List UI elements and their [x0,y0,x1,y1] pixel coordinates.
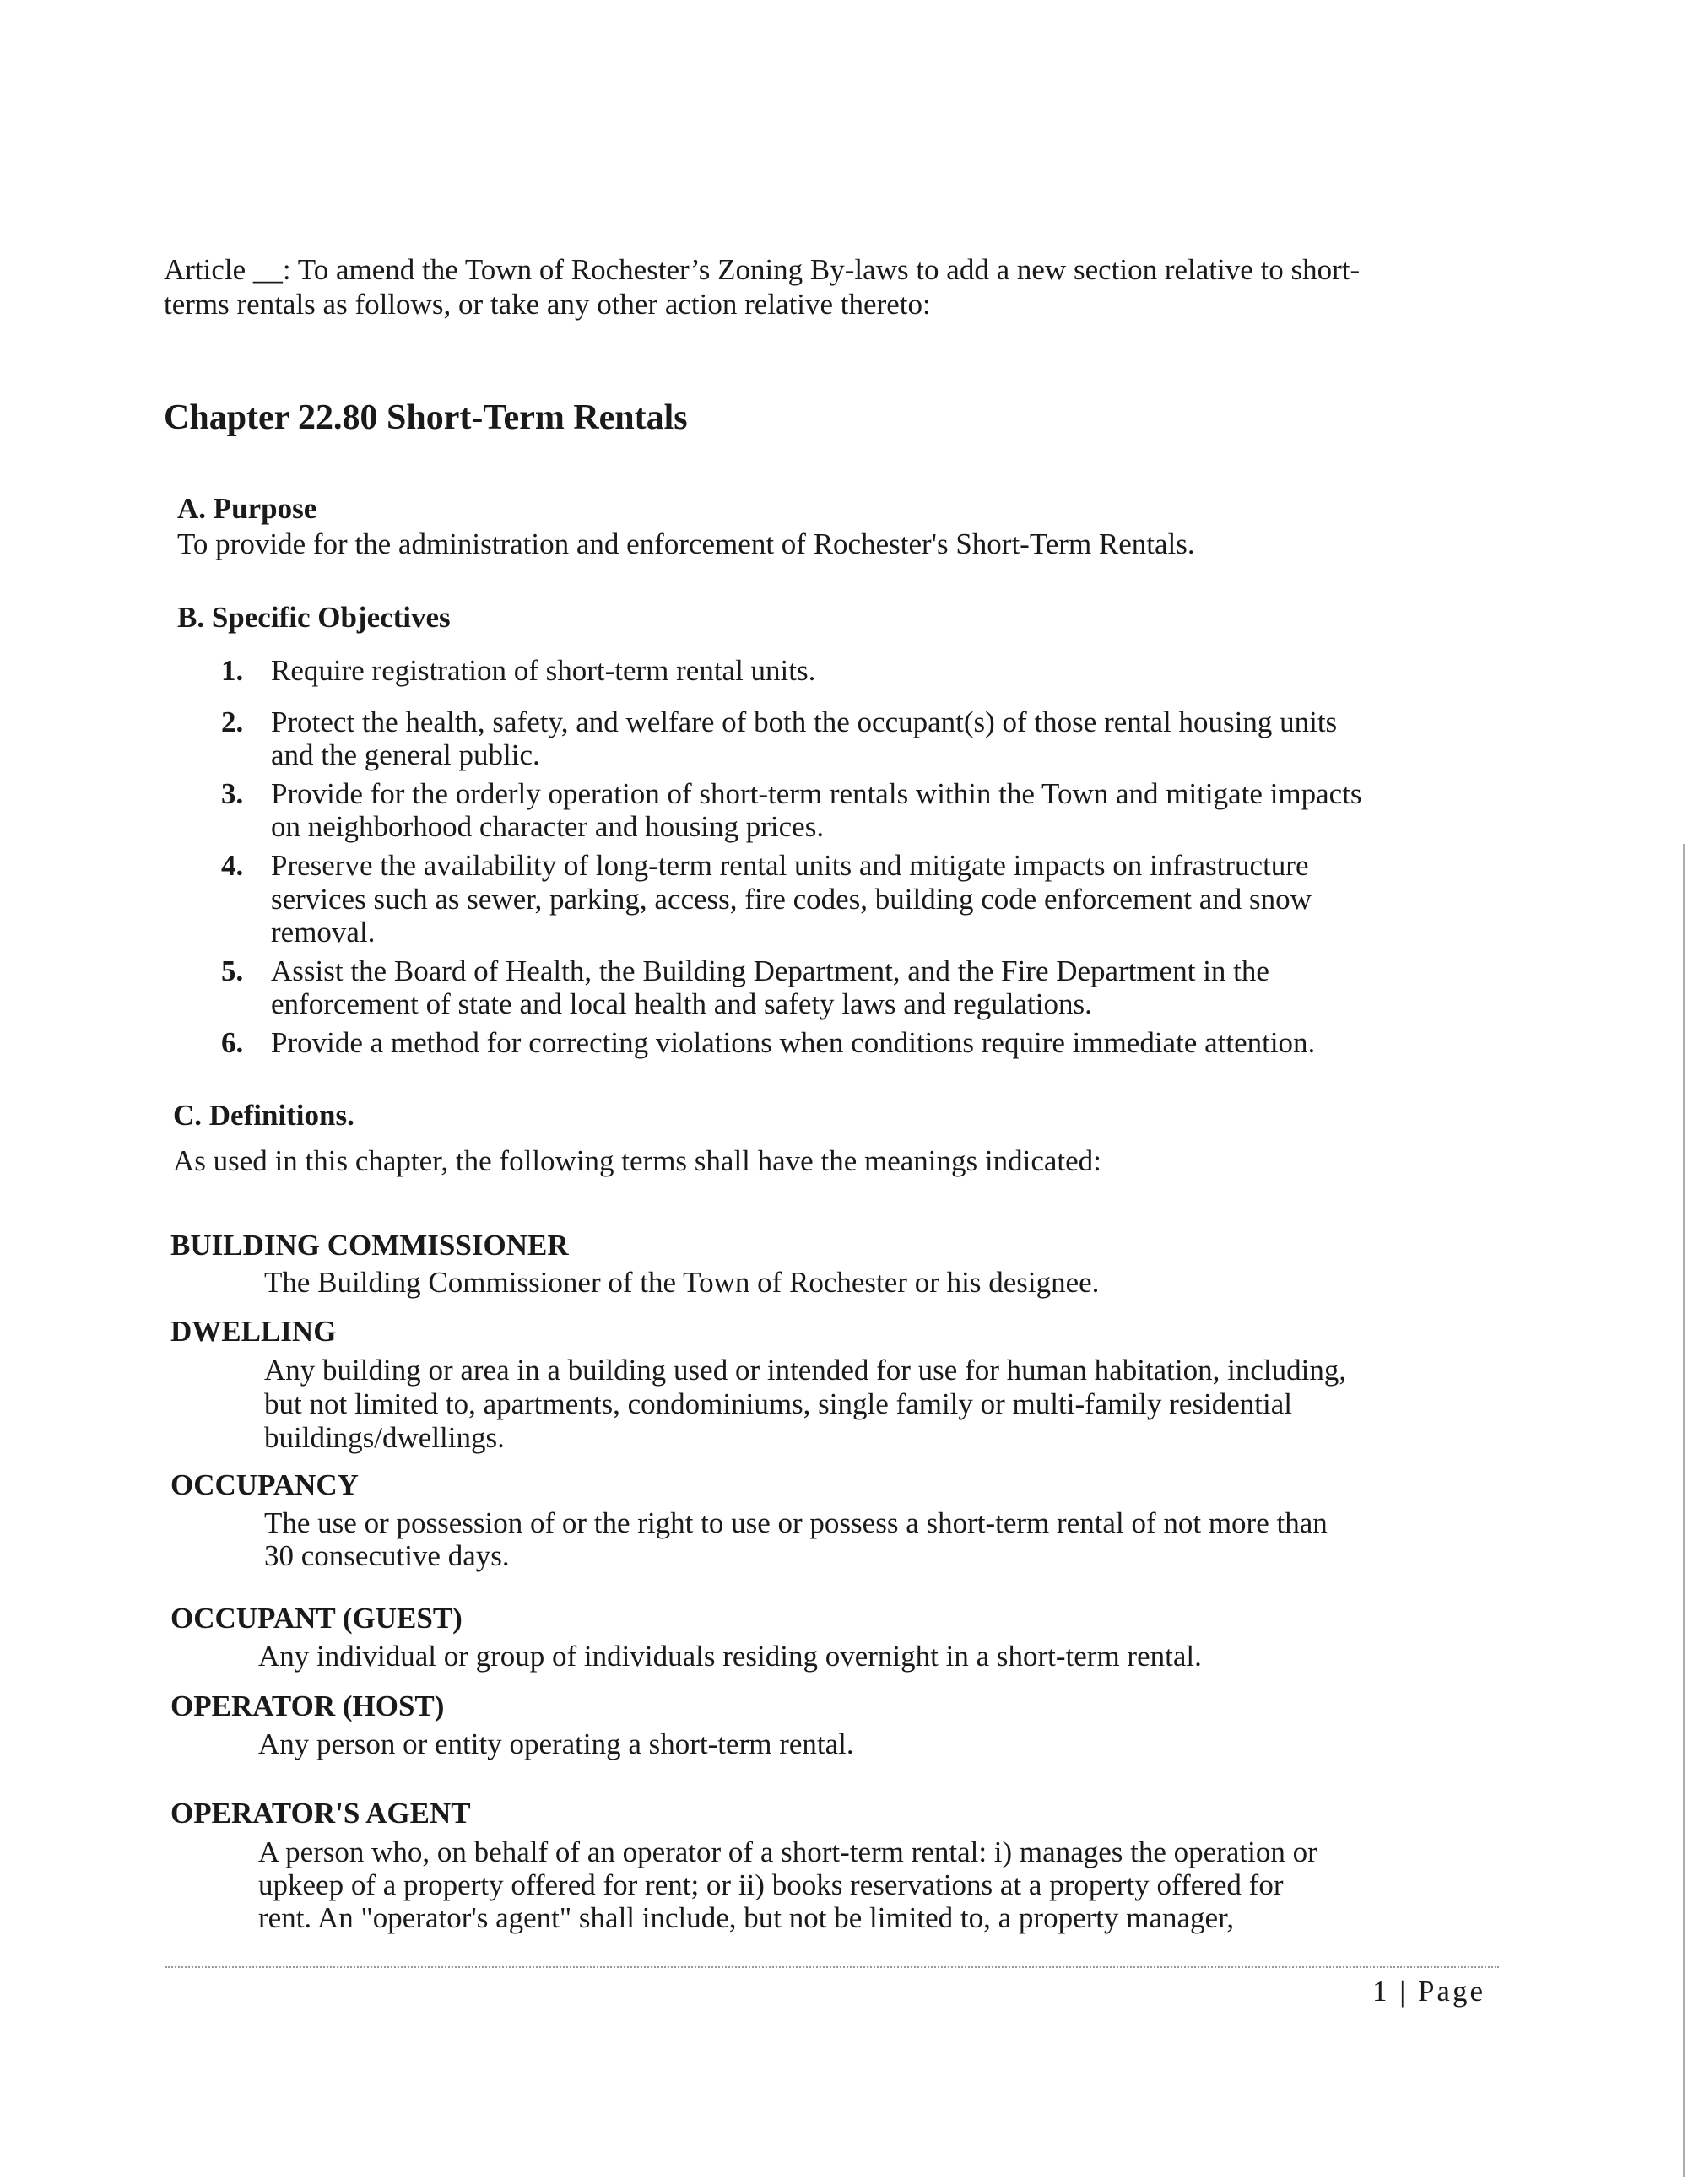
chapter-title: Chapter 22.80 Short-Term Rentals [164,398,688,437]
page-number: 1 | Page [1372,1975,1485,2008]
objective-text: Require registration of short-term rental units. [271,654,816,687]
objective-text: removal. [271,916,376,949]
objective-text: Provide for the orderly operation of short-term rentals within the Town and mitigate impacts [271,777,1362,810]
objectives-heading: B. Specific Objectives [177,601,451,634]
definition-text: The Building Commissioner of the Town of Rochester or his designee. [264,1266,1100,1299]
objective-number: 3. [221,777,244,810]
article-line: terms rentals as follows, or take any other action relative thereto: [164,288,931,321]
scan-edge [1683,844,1685,2177]
objective-number: 6. [221,1026,244,1059]
definition-text: rent. An "operator's agent" shall include, but not be limited to, a property manager, [258,1901,1235,1934]
definition-text: 30 consecutive days. [264,1539,510,1572]
objective-text: on neighborhood character and housing prices. [271,810,825,843]
definition-text: Any person or entity operating a short-term rental. [258,1727,854,1760]
objective-text: Preserve the availability of long-term rental units and mitigate impacts on infrastructure [271,849,1309,882]
definition-term: OCCUPANCY [170,1468,359,1501]
objective-text: Assist the Board of Health, the Building Department, and the Fire Department in the [271,954,1269,987]
definition-text: buildings/dwellings. [264,1421,505,1454]
definition-term: OPERATOR'S AGENT [170,1797,471,1830]
definition-term: OPERATOR (HOST) [170,1689,445,1722]
objective-text: Provide a method for correcting violations when conditions require immediate attention. [271,1026,1316,1059]
definitions-heading: C. Definitions. [173,1099,354,1132]
definition-text: The use or possession of or the right to use or possess a short-term rental of not more than [264,1506,1328,1539]
definition-text: but not limited to, apartments, condominiums, single family or multi-family residential [264,1387,1292,1420]
objective-number: 1. [221,654,244,687]
purpose-text: To provide for the administration and enforcement of Rochester's Short-Term Rentals. [177,527,1195,560]
objective-number: 5. [221,954,244,987]
definitions-intro: As used in this chapter, the following terms shall have the meanings indicated: [173,1144,1101,1177]
definition-term: DWELLING [170,1315,337,1348]
definition-text: Any individual or group of individuals residing overnight in a short-term rental. [258,1640,1202,1673]
definition-term: BUILDING COMMISSIONER [170,1229,569,1262]
purpose-heading: A. Purpose [177,492,317,525]
definition-text: Any building or area in a building used or intended for use for human habitation, including, [264,1354,1347,1387]
definition-term: OCCUPANT (GUEST) [170,1602,463,1635]
objective-text: and the general public. [271,738,540,771]
article-line: Article __: To amend the Town of Rochester’s Zoning By-laws to add a new section relative to short- [164,253,1361,286]
footer-divider [165,1966,1499,1968]
definition-text: A person who, on behalf of an operator of a short-term rental: i) manages the operation or [258,1835,1317,1868]
objective-text: enforcement of state and local health and safety laws and regulations. [271,987,1092,1020]
objective-number: 4. [221,849,244,882]
objective-text: Protect the health, safety, and welfare of both the occupant(s) of those rental housing units [271,705,1338,738]
definition-text: upkeep of a property offered for rent; or ii) books reservations at a property offered for [258,1868,1284,1901]
objective-text: services such as sewer, parking, access, fire codes, building code enforcement and snow [271,883,1312,916]
objective-number: 2. [221,705,244,738]
